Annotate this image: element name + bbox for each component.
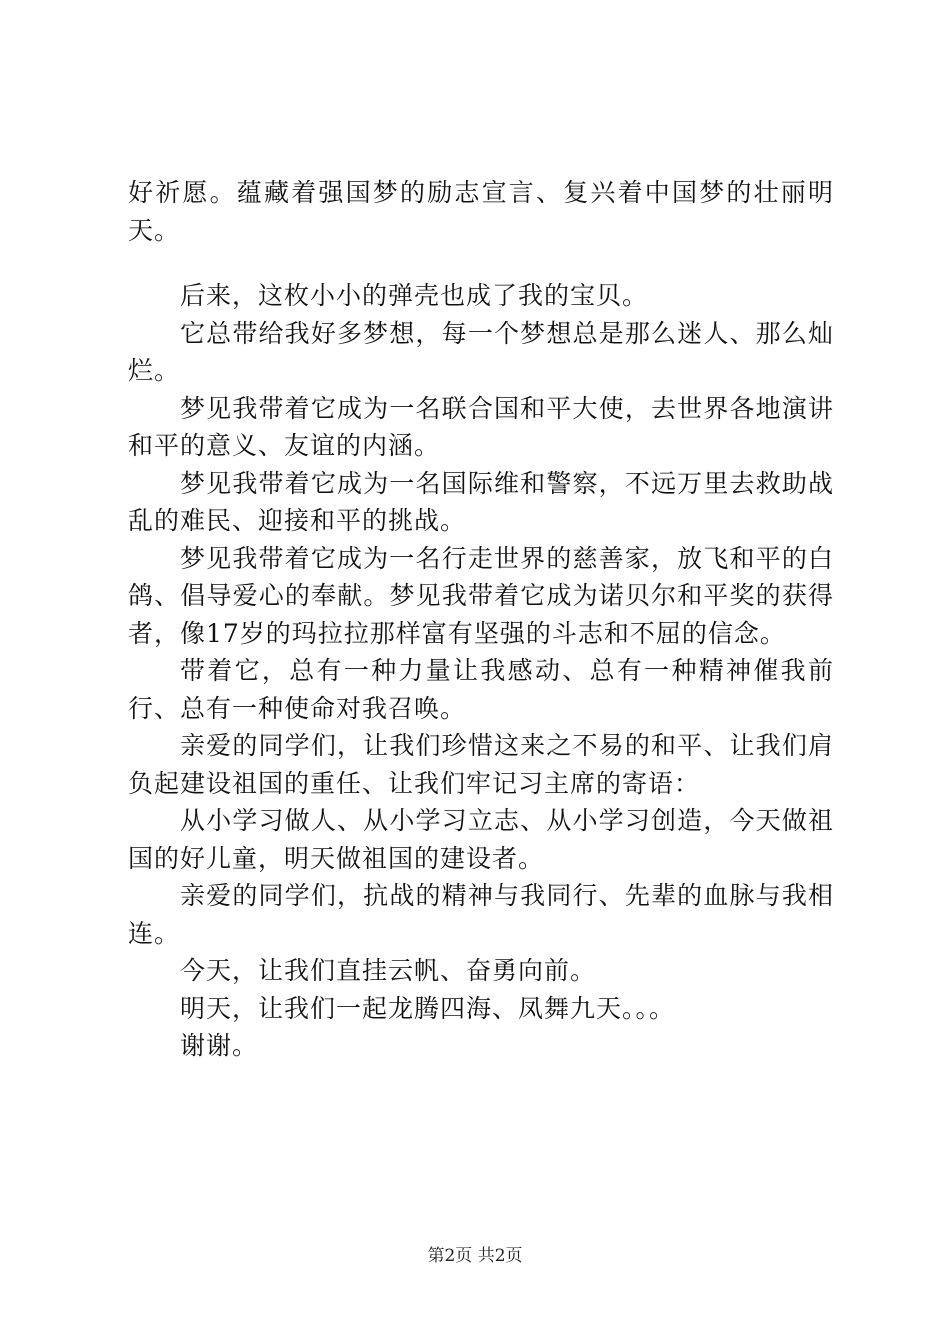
paragraph-4: 梦见我带着它成为一名联合国和平大使，去世界各地演讲和平的意义、友谊的内涵。 (128, 393, 834, 460)
paragraph-11: 今天，让我们直挂云帆、奋勇向前。 (180, 956, 597, 985)
page-number-footer: 第2页 共2页 (427, 1246, 523, 1266)
paragraph-8: 亲爱的同学们，让我们珍惜这来之不易的和平、让我们肩负起建设祖国的重任、让我们牢记习主席的寄语： (128, 731, 834, 798)
document-body (128, 174, 834, 1065)
paragraph-3: 它总带给我好多梦想，每一个梦想总是那么迷人、那么灿烂。 (128, 318, 834, 385)
paragraph-12: 明天，让我们一起龙腾四海、凤舞九天。。。 (180, 993, 676, 1023)
paragraph-6: 梦见我带着它成为一名行走世界的慈善家，放飞和平的白鸽、倡导爱心的奉献。梦见我带着它成为诺贝尔和平奖的获得者，像17岁的玛拉拉那样富有坚强的斗志和不屈的信念。 (128, 543, 834, 648)
paragraph-5: 梦见我带着它成为一名国际维和警察，不远万里去救助战乱的难民、迎接和平的挑战。 (128, 468, 834, 535)
paragraph-9: 从小学习做人、从小学习立志、从小学习创造，今天做祖国的好儿童，明天做祖国的建设者。 (128, 806, 834, 873)
paragraph-2: 后来，这枚小小的弹壳也成了我的宝贝。 (180, 281, 649, 310)
paragraph-1: 好祈愿。蕴藏着强国梦的励志宣言、复兴着中国梦的壮丽明天。 (128, 178, 834, 245)
paragraph-7: 带着它，总有一种力量让我感动、总有一种精神催我前行、总有一种使命对我召唤。 (128, 656, 834, 723)
paragraph-10: 亲爱的同学们，抗战的精神与我同行、先辈的血脉与我相连。 (128, 881, 834, 948)
paragraph-13: 谢谢。 (180, 1031, 259, 1060)
